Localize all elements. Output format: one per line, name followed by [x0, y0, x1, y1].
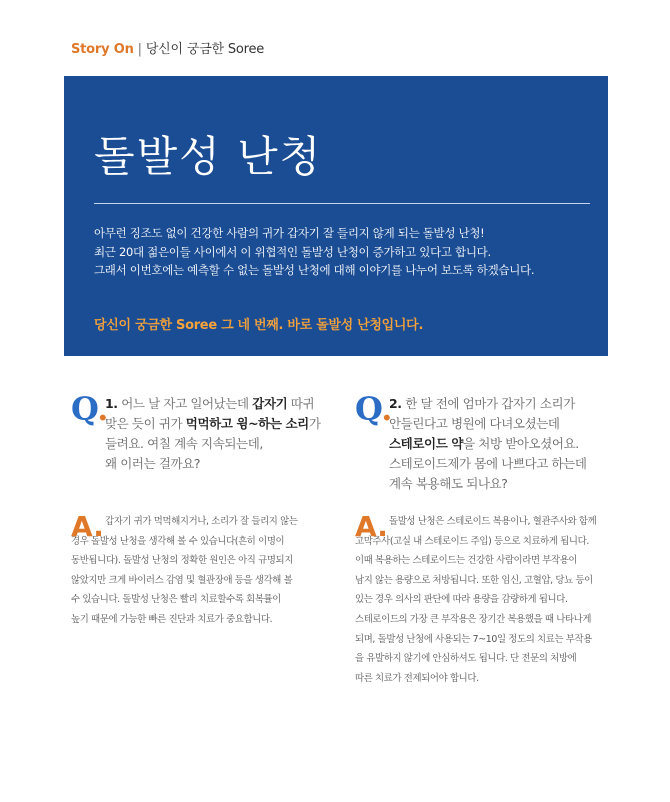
q-letter: Q	[71, 390, 98, 428]
question-line	[105, 414, 321, 434]
question-span: 따귀	[287, 396, 315, 411]
highlight-text: 당신이 궁금한 Soree 그 네 번째. 바로 돌발성 난청입니다.	[94, 318, 424, 333]
a-mark	[355, 512, 388, 542]
a-dot: .	[377, 510, 388, 543]
answer-line: 을 유발하지 않기에 안심하셔도 됩니다. 단 전문의 처방에	[355, 653, 577, 665]
question-emphasis: 먹먹하고 윙~하는 소리	[185, 416, 309, 431]
section-brand: Story On	[71, 42, 134, 57]
question-text	[389, 394, 587, 494]
question-line	[389, 394, 587, 414]
question-line: 계속 복용해도 되나요?	[389, 476, 508, 491]
q-dot: .	[97, 390, 109, 428]
q-mark	[355, 392, 392, 426]
answer-line: 수 있습니다. 돌발성 난청은 빨리 치료할수록 회복률이	[71, 594, 281, 606]
a-letter: A	[355, 510, 378, 543]
question-text	[105, 394, 321, 474]
answer-line: 경우 돌발성 난청을 생각해 볼 수 있습니다(흔히 이명이	[71, 535, 285, 547]
answer-line: 따른 치료가 전제되어야 합니다.	[355, 672, 479, 684]
answer-line: 있는 경우 의사의 판단에 따라 용량을 감량하게 됩니다.	[355, 594, 568, 606]
answer-line: 남지 않는 용량으로 처방됩니다. 또한 임신, 고혈압, 당뇨 등이	[355, 574, 593, 586]
question-line	[389, 434, 587, 454]
answer-line: 되며, 돌발성 난청에 사용되는 7~10일 정도의 치료는 부작용	[355, 633, 592, 645]
a-dot: .	[93, 510, 104, 543]
answer-line: 돌발성 난청은 스테로이드 복용이나, 혈관주사와 함께	[389, 516, 597, 527]
answer-line: 고막주사(고실 내 스테로이드 주입) 등으로 치료하게 됩니다.	[355, 535, 589, 547]
question-emphasis: 스테로이드 약	[389, 436, 464, 451]
question-line: 안들린다고 병원에 다녀오셨는데	[389, 416, 560, 431]
title-divider	[94, 203, 590, 204]
answer-line: 높기 때문에 가능한 빠른 진단과 치료가 중요합니다.	[71, 613, 273, 625]
intro-line: 그래서 이번호에는 예측할 수 없는 돌발성 난청에 대해 이야기를 나누어 보도록 하겠습니다.	[94, 263, 535, 277]
intro-text	[94, 224, 534, 280]
question-span: 을 처방 받아오셨어요.	[463, 436, 579, 451]
question-line	[105, 394, 321, 414]
answer-block	[71, 512, 341, 630]
question-line: 스테로이드제가 몸에 나쁘다고 하는데	[389, 456, 587, 471]
intro-line: 아무런 징조도 없이 건강한 사람의 귀가 갑자기 잘 들리지 않게 되는 돌발성 난청!	[94, 226, 485, 240]
a-mark	[71, 512, 104, 542]
answer-line: 이때 복용하는 스테로이드는 건강한 사람이라면 부작용이	[355, 555, 578, 567]
section-subtitle: 당신이 궁금한 Soree	[145, 42, 265, 57]
section-header	[71, 38, 264, 57]
question-span: 가	[308, 416, 321, 431]
question-block	[355, 392, 625, 512]
header-separator: |	[137, 42, 142, 57]
page-title: 돌발성 난청	[94, 132, 323, 181]
answer-line: 스테로이드의 가장 큰 부작용은 장기간 복용했을 때 나타나게	[355, 613, 592, 625]
answer-line: 동반됩니다). 돌발성 난청의 정확한 원인은 아직 규명되지	[71, 555, 293, 567]
answer-text	[355, 512, 625, 688]
answer-line: 않았지만 크게 바이러스 감염 및 혈관장애 등을 생각해 볼	[71, 574, 293, 586]
answer-block	[355, 512, 625, 688]
a-letter: A	[71, 510, 94, 543]
q-letter: Q	[355, 390, 382, 428]
answer-text	[71, 512, 341, 630]
question-span: 어느 날 자고 일어났는데	[117, 396, 253, 411]
question-emphasis: 갑자기	[252, 396, 288, 411]
intro-line: 최근 20대 젊은이들 사이에서 이 위협적인 돌발성 난청이 증가하고 있다고 합니다.	[94, 244, 491, 259]
question-line: 들려요. 여칠 계속 지속되는데,	[105, 436, 263, 451]
question-span: 맞은 듯이 귀가	[105, 416, 186, 431]
q-mark	[71, 392, 108, 426]
qa-item-2	[355, 392, 625, 688]
question-block	[71, 392, 341, 512]
title-banner	[64, 76, 608, 356]
qa-item-1	[71, 392, 341, 630]
question-line: 왜 이러는 걸까요?	[105, 456, 201, 471]
question-span: 한 달 전에 엄마가 갑자기 소리가	[401, 396, 575, 411]
question-number: 1.	[105, 396, 118, 411]
question-number: 2.	[389, 396, 402, 411]
answer-line: 갑자기 귀가 먹먹해지거나, 소리가 잘 들리지 않는	[105, 516, 298, 527]
q-dot: .	[381, 390, 393, 428]
